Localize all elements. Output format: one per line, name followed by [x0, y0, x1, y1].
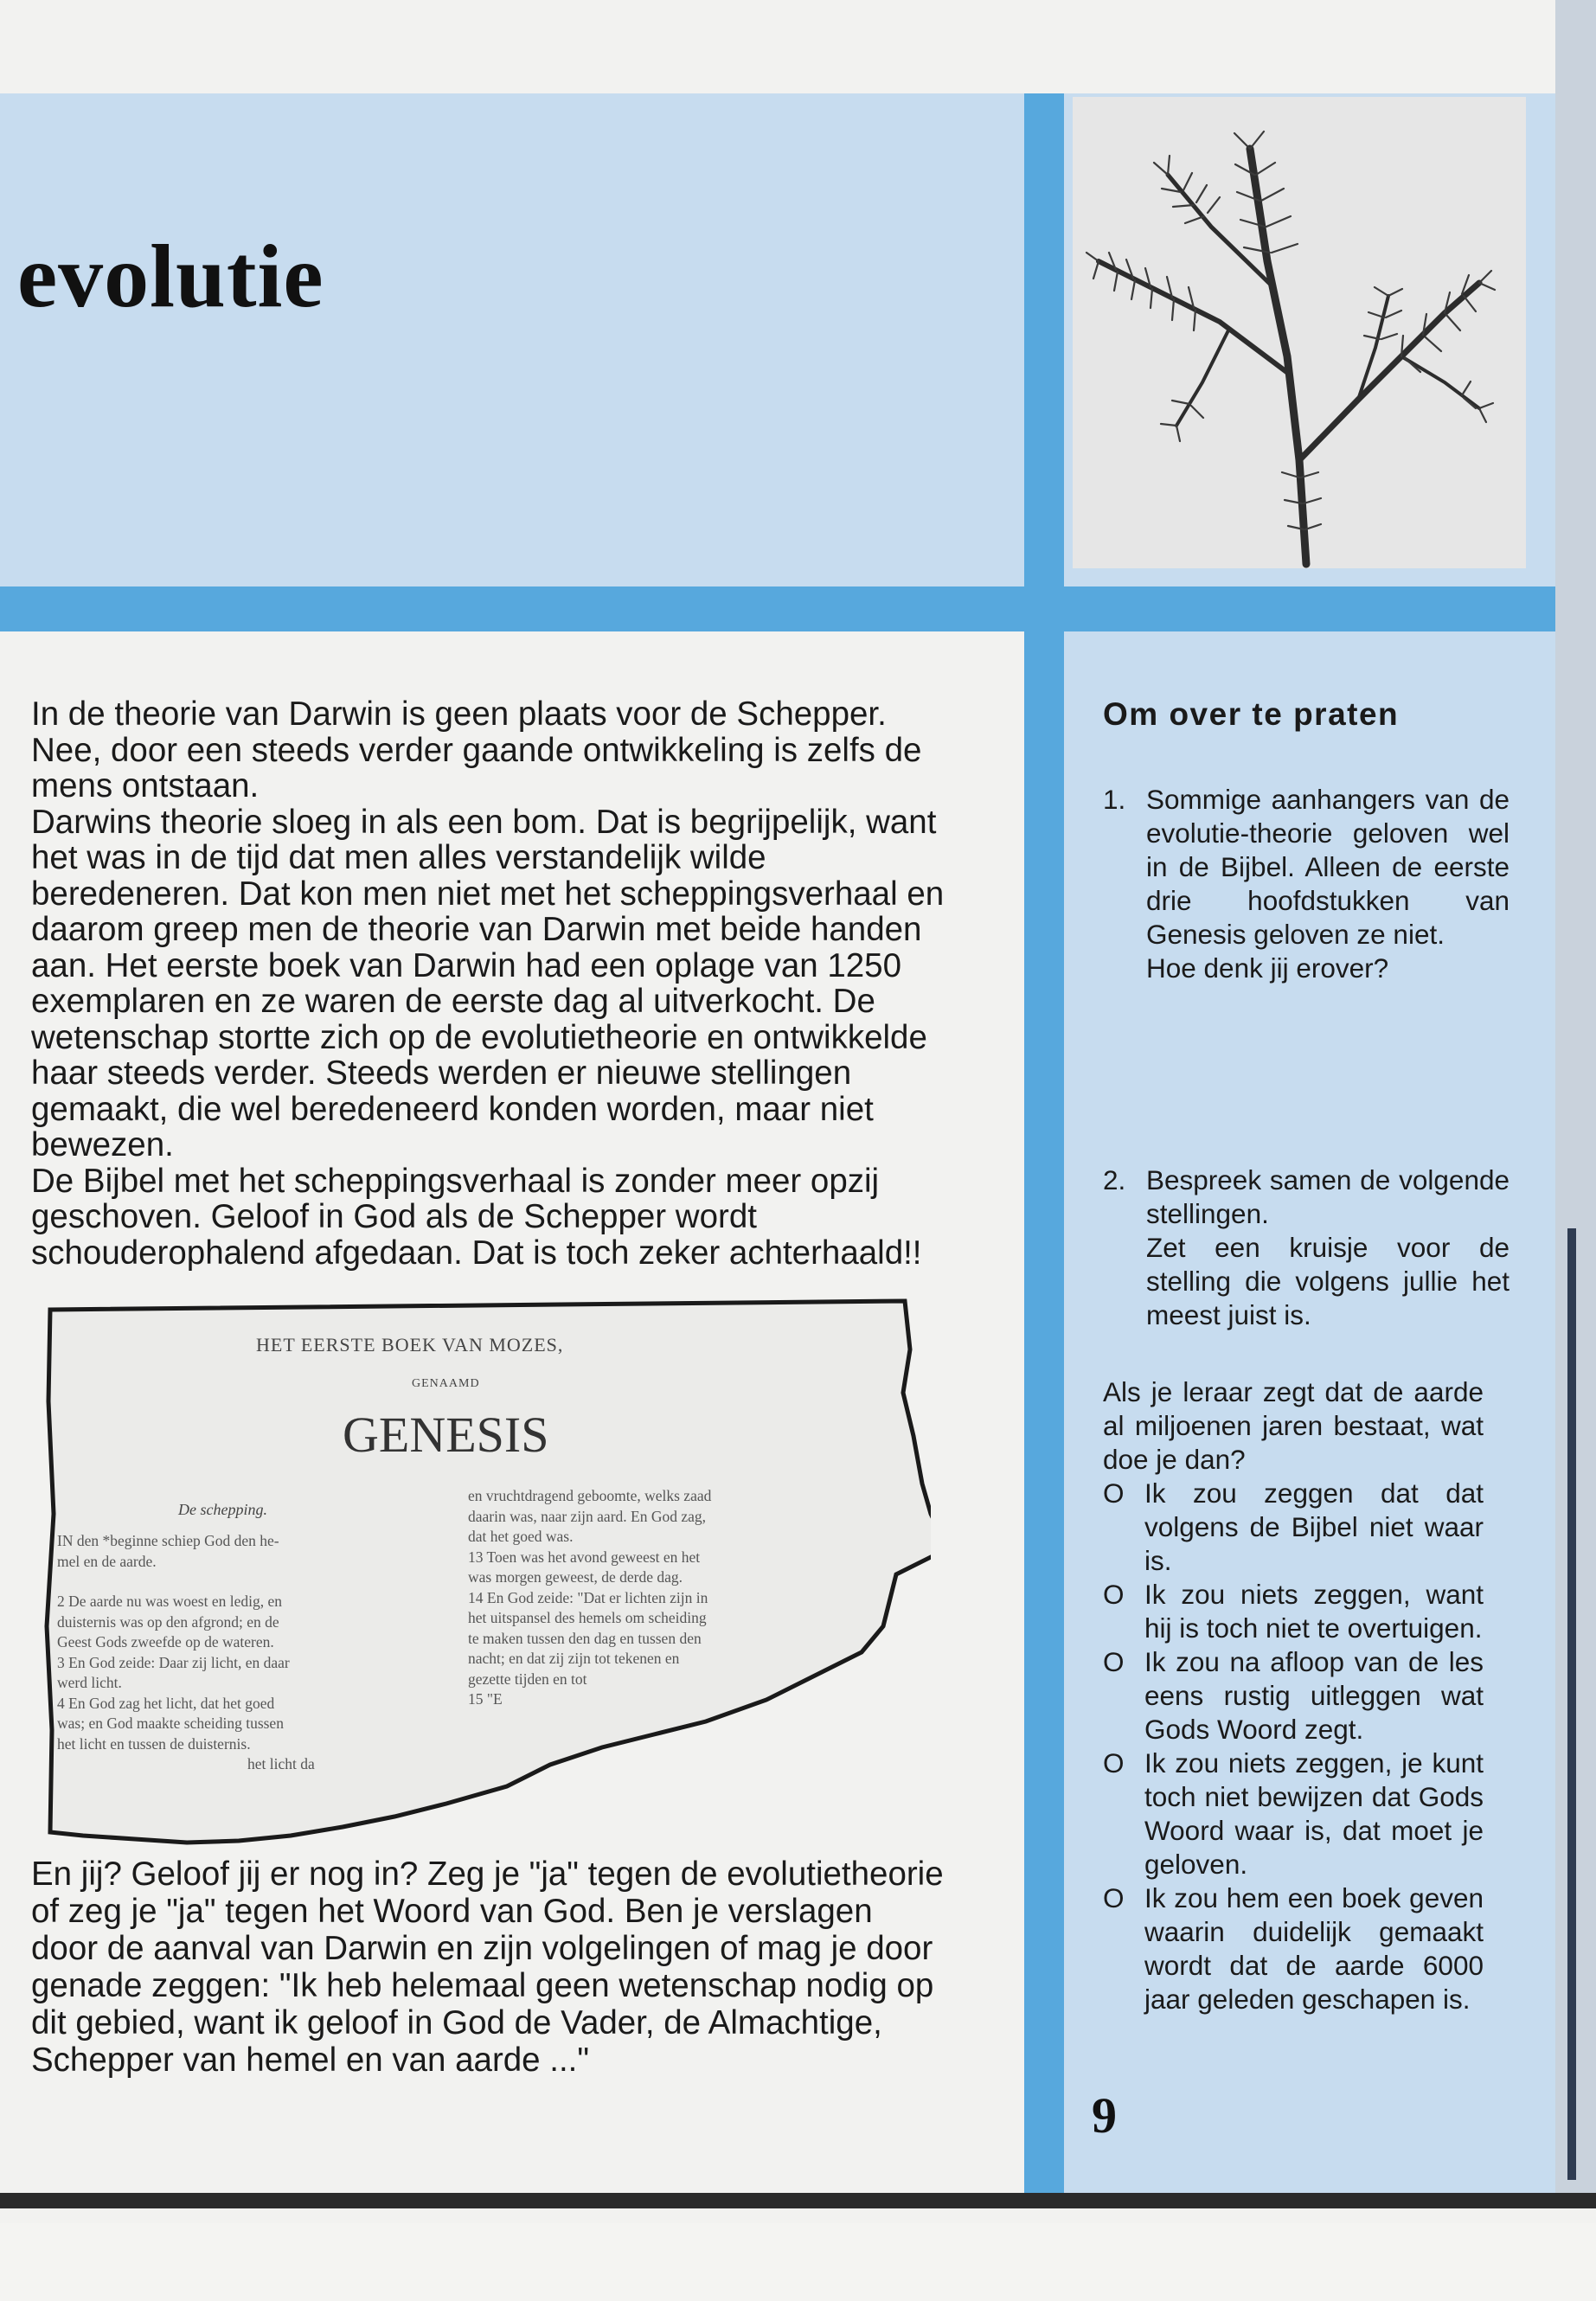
title-panel — [0, 93, 1024, 586]
clipping-line: en vruchtdragend geboomte, welks zaad — [468, 1487, 712, 1504]
clipping-line: 15 "E — [468, 1690, 503, 1708]
scenario — [1103, 1375, 1484, 2016]
clipping-line: 14 En God zeide: "Dat er lichten zijn in — [468, 1588, 708, 1606]
pine-branch-photo — [1073, 97, 1526, 568]
article-closing: En jij? Geloof jij er nog in? Zeg je "ja" tegen de evolutietheorie of zeg je "ja" tegen het Woord van God. Ben je verslagen door de aanval van Darwin en zijn volgelingen of mag je door genade zeggen: "Ik heb helemaal geen wetenschap nodig op dit gebied, want ik geloof in God de Vader, de Almachtige, Schepper van hemel en van aarde ..." — [31, 1856, 944, 2079]
question-2 — [1103, 1163, 1509, 1332]
question-1-text: Sommige aanhangers van de evolutie-theorie geloven wel in de Bijbel. Alleen de eerste drie hoofdstukken van Genesis geloven ze niet. — [1146, 784, 1509, 950]
clipping-line: mel en de aarde. — [57, 1552, 157, 1570]
clipping-line: was; en God maakte scheiding tussen — [57, 1715, 284, 1732]
spine-shadow — [1567, 1228, 1576, 2180]
option-3-text: Ik zou na afloop van de les eens rustig uitleggen wat Gods Woord zegt. — [1144, 1646, 1484, 1745]
question-2-followup: Zet een kruisje voor de stelling die volgens jullie het meest juist is. — [1146, 1232, 1509, 1330]
option-4-text: Ik zou niets zeggen, je kunt toch niet bewijzen dat Gods Woord waar is, dat moet je geloven. — [1144, 1747, 1484, 1880]
option-2-text: Ik zou niets zeggen, want hij is toch niet te overtuigen. — [1144, 1579, 1484, 1644]
clipping-line: 2 De aarde nu was woest en ledig, en — [57, 1593, 282, 1610]
article-body — [31, 696, 948, 1271]
option-5-text: Ik zou hem een boek geven waarin duidelijk gemaakt wordt dat de aarde 6000 jaar geleden geschapen is. — [1144, 1882, 1484, 2015]
checkbox-mark[interactable]: O — [1103, 1477, 1125, 1509]
paragraph-darwin: Darwins theorie sloeg in als een bom. Dat is begrijpelijk, want het was in de tijd dat men alles verstandelijk wilde beredeneren. Dat kon men niet met het scheppingsverhaal en daarom greep men de theorie van Darwin met beide handen aan. Het eerste boek van Darwin had een oplage van 1250 exemplaren en ze waren de eerste dag al uitverkocht. De wetenschap stortte zich op de evolutietheorie en ontwikkelde haar steeds verder. Steeds werden er nieuwe stellingen gemaakt, die wel beredeneerd konden worden, maar niet bewezen. — [31, 803, 945, 1163]
paragraph-bible: De Bijbel met het scheppingsverhaal is zonder meer opzij geschoven. Geloof in God als de Schepper wordt schouderophalend afgedaan. Dat is toch zeker achterhaald!! — [31, 1162, 922, 1272]
discussion-sidebar — [1103, 696, 1509, 2015]
clipping-line: daarin was, naar zijn aard. En God zag, — [468, 1507, 707, 1525]
clipping-line: 3 En God zeide: Daar zij licht, en daar — [57, 1653, 290, 1671]
clipping-left-column — [57, 1531, 464, 1775]
clipping-line: werd licht. — [57, 1674, 122, 1691]
clipping-line: Geest Gods zweefde op de wateren. — [57, 1633, 274, 1650]
clipping-line: nacht; en dat zij zijn tot tekenen en — [468, 1650, 680, 1667]
clipping-line: 4 En God zag het licht, dat het goed — [57, 1694, 275, 1712]
option-1-text: Ik zou zeggen dat dat volgens de Bijbel niet waar is. — [1144, 1477, 1484, 1576]
checkbox-mark[interactable]: O — [1103, 1882, 1125, 1913]
clipping-line: duisternis was op den afgrond; en de — [57, 1612, 279, 1631]
question-1 — [1103, 783, 1509, 985]
blue-vertical-bar — [1024, 93, 1064, 2204]
clipping-header: HET EERSTE BOEK VAN MOZES, — [256, 1334, 564, 1356]
sidebar-heading: Om over te praten — [1103, 696, 1400, 732]
question-1-followup: Hoe denk jij erover? — [1146, 952, 1389, 984]
clipping-line: het uitspansel des hemels om scheiding — [468, 1609, 707, 1626]
genesis-clipping — [31, 1298, 931, 1851]
blue-horizontal-bar — [0, 586, 1557, 631]
page-number: 9 — [1092, 2087, 1117, 2144]
clipping-line: gezette tijden en tot — [468, 1670, 587, 1688]
clipping-line: het licht en tussen de duisternis. — [57, 1734, 251, 1753]
question-2-text: Bespreek samen de volgende stellingen. — [1146, 1164, 1509, 1229]
page-title: evolutie — [17, 227, 324, 326]
checkbox-mark[interactable]: O — [1103, 1646, 1125, 1677]
clipping-section: De schepping. — [178, 1501, 267, 1518]
clipping-line: IN den *beginne schiep God den he- — [57, 1532, 279, 1549]
clipping-line: het licht da — [247, 1755, 315, 1772]
scenario-text: Als je leraar zegt dat de aarde al miljoenen jaren bestaat, wat doe je dan? — [1103, 1376, 1484, 1475]
question-2-number: 2. — [1103, 1164, 1126, 1195]
pine-branch-illustration — [1073, 97, 1526, 568]
option-5 — [1103, 1881, 1484, 2016]
clipping-line: dat het goed was. — [468, 1528, 574, 1545]
option-2 — [1103, 1578, 1484, 1645]
clipping-line: 13 Toen was het avond geweest en het — [468, 1548, 701, 1566]
option-3 — [1103, 1645, 1484, 1747]
clipping-line: te maken tussen den dag en tussen den — [468, 1629, 702, 1647]
clipping-subheader: GENAAMD — [412, 1377, 480, 1390]
option-1 — [1103, 1477, 1484, 1578]
checkbox-mark[interactable]: O — [1103, 1579, 1125, 1610]
option-4 — [1103, 1747, 1484, 1881]
checkbox-mark[interactable]: O — [1103, 1747, 1125, 1779]
clipping-line: was morgen geweest, de derde dag. — [468, 1568, 683, 1586]
clipping-title: GENESIS — [343, 1407, 549, 1463]
question-1-number: 1. — [1103, 784, 1126, 815]
clipping-right-column — [468, 1486, 875, 1710]
paragraph-intro: In de theorie van Darwin is geen plaats voor de Schepper. Nee, door een steeds verder gaande ontwikkeling is zelfs de mens ontstaan. — [31, 695, 922, 804]
page-bottom-edge — [0, 2193, 1596, 2208]
